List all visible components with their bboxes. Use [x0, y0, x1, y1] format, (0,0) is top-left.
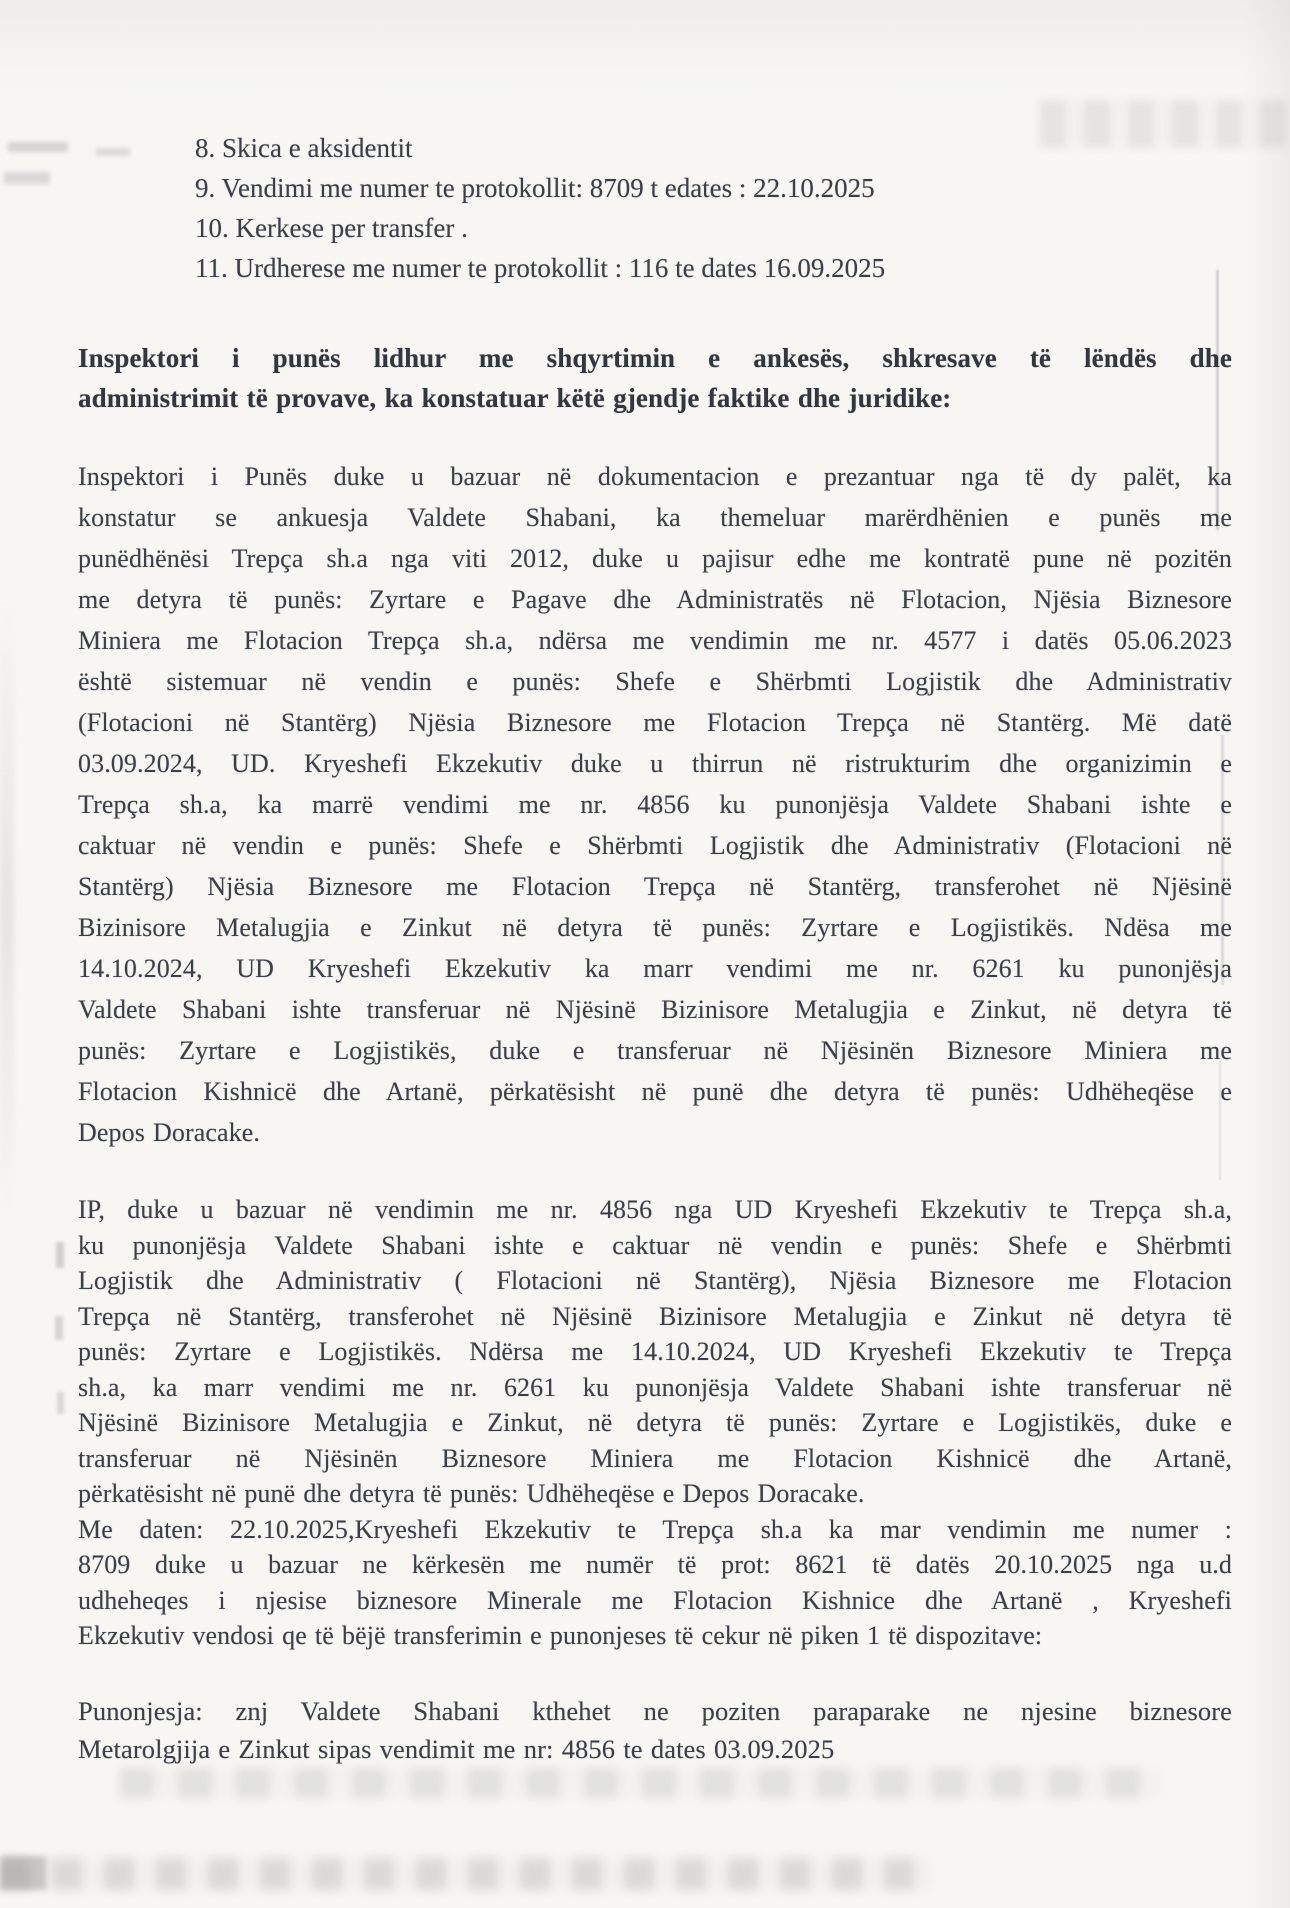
scan-artifact	[0, 1856, 46, 1890]
evidence-list	[78, 128, 1232, 288]
paragraph-line: punës: Zyrtare e Logjistikës, duke e transferuar në Njësinën Biznesore Miniera me	[78, 1036, 1232, 1065]
paragraph-line: Trepça në Stantërg, transferohet në Njësinë Bizinisore Metalugjia e Zinkut në detyra të	[78, 1301, 1232, 1331]
paragraph-line: Bizinisore Metalugjia e Zinkut në detyra të punës: Zyrtare e Logjistikës. Ndësa me	[78, 913, 1232, 942]
scan-artifact	[56, 1242, 64, 1268]
scan-artifact	[55, 1316, 63, 1340]
paragraph-line: sh.a, ka marr vendimi me nr. 6261 ku punonjësja Valdete Shabani ishte transferuar në	[78, 1372, 1232, 1402]
paragraph-line: Trepça sh.a, ka marrë vendimi me nr. 4856 ku punonjësja Valdete Shabani ishte e	[78, 790, 1232, 819]
paragraph-line: Valdete Shabani ishte transferuar në Njësinë Bizinisore Metalugjia e Zinkut, në detyra të	[78, 995, 1232, 1024]
paragraph-line: ku punonjësja Valdete Shabani ishte e caktuar në vendin e punës: Shefe e Shërbmti	[78, 1230, 1232, 1260]
findings-heading	[78, 338, 1232, 418]
paragraph-disposition	[78, 1692, 1232, 1768]
paragraph-line: 14.10.2024, UD Kryeshefi Ekzekutiv ka marr vendimi me nr. 6261 ku punonjësja	[78, 954, 1232, 983]
paragraph-line: është sistemuar në vendin e punës: Shefe e Shërbmti Logjistik dhe Administrativ	[78, 667, 1232, 696]
paragraph-line: Inspektori i Punës duke u bazuar në dokumentacion e prezantuar nga të dy palët, ka	[78, 462, 1232, 491]
paragraph-line: punës: Zyrtare e Logjistikës. Ndërsa me 14.10.2024, UD Kryeshefi Ekzekutiv te Trepça	[78, 1337, 1232, 1366]
paragraph-line: me detyra të punës: Zyrtare e Pagave dhe Administratës në Flotacion, Njësia Biznesore	[78, 585, 1232, 614]
scan-artifact	[0, 600, 14, 1220]
paragraph-line: Flotacion Kishnicë dhe Artanë, përkatësisht në punë dhe detyra të punës: Udhëheqëse e	[78, 1077, 1232, 1106]
paragraph-line: (Flotacioni në Stantërg) Njësia Biznesore me Flotacion Trepça në Stantërg. Më datë	[78, 708, 1232, 737]
list-item: 9. Vendimi me numer te protokollit: 8709 t edates : 22.10.2025	[195, 173, 875, 203]
list-item: 8. Skica e aksidentit	[195, 133, 413, 163]
scan-artifact	[57, 1392, 64, 1414]
paragraph-line: Stantërg) Njësia Biznesore me Flotacion Trepça në Stantërg, transferohet në Njësinë	[78, 872, 1232, 901]
paragraph-line: Logjistik dhe Administrativ ( Flotacioni në Stantërg), Njësia Biznesore me Flotacion	[78, 1266, 1232, 1295]
paragraph-line: 8709 duke u bazuar ne kërkesën me numër të prot: 8621 të datës 20.10.2025 nga u.d	[78, 1550, 1232, 1579]
paragraph-line: përkatësisht në punë dhe detyra të punës: Udhëheqëse e Depos Doracake.	[78, 1479, 865, 1508]
paragraph-line: transferuar në Njësinën Biznesore Miniera me Flotacion Kishnicë dhe Artanë,	[78, 1443, 1232, 1473]
paragraph-line: Metarolgjija e Zinkut sipas vendimit me nr: 4856 te dates 03.09.2025	[78, 1734, 835, 1764]
list-item: 11. Urdherese me numer te protokollit : 116 te dates 16.09.2025	[195, 253, 886, 283]
paragraph-line: Njësinë Bizinisore Metalugjia e Zinkut, në detyra të punës: Zyrtare e Logjistikës, duke e	[78, 1408, 1232, 1437]
paragraph-line: Me daten: 22.10.2025,Kryeshefi Ekzekutiv te Trepça sh.a ka mar vendimin me numer :	[78, 1514, 1232, 1544]
paragraph-line: Miniera me Flotacion Trepça sh.a, ndërsa me vendimin me nr. 4577 i datës 05.06.2023	[78, 626, 1232, 655]
paragraph-line: konstatur se ankuesja Valdete Shabani, ka themeluar marërdhënien e punës me	[78, 503, 1232, 532]
paragraph-line: Depos Doracake.	[78, 1118, 261, 1147]
list-item: 10. Kerkese per transfer .	[195, 213, 468, 243]
scan-artifact	[4, 172, 50, 184]
paragraph-line: caktuar në vendin e punës: Shefe e Shërbmti Logjistik dhe Administrativ (Flotacioni në	[78, 831, 1232, 860]
paragraph-line: Ekzekutiv vendosi qe të bëjë transferimin e punonjeses të cekur në piken 1 të dispozitave:	[78, 1621, 1043, 1650]
paragraph-line: punëdhënësi Trepça sh.a nga viti 2012, duke u pajisur edhe me kontratë pune në pozitën	[78, 544, 1232, 573]
scan-artifact	[8, 142, 68, 152]
scan-artifact	[120, 1768, 1160, 1798]
paragraph-line: udheheqes i njesise biznesore Minerale me Flotacion Kishnice dhe Artanë , Kryeshefi	[78, 1585, 1232, 1615]
heading-line: administrimit të provave, ka konstatuar këtë gjendje faktike dhe juridike:	[78, 383, 952, 413]
paragraph-line: 03.09.2024, UD. Kryeshefi Ekzekutiv duke u thirrun në ristrukturim dhe organizimin e	[78, 749, 1232, 778]
paragraph-findings	[78, 456, 1232, 1153]
heading-line: Inspektori i punës lidhur me shqyrtimin e ankesës, shkresave të lëndës dhe	[78, 343, 1232, 373]
scan-artifact	[0, 1858, 930, 1890]
paragraph-line: Punonjesja: znj Valdete Shabani kthehet ne poziten paraparake ne njesine biznesore	[78, 1696, 1232, 1726]
paragraph-line: IP, duke u bazuar në vendimin me nr. 4856 nga UD Kryeshefi Ekzekutiv te Trepça sh.a,	[78, 1195, 1232, 1224]
paragraph-decision	[78, 1192, 1232, 1654]
